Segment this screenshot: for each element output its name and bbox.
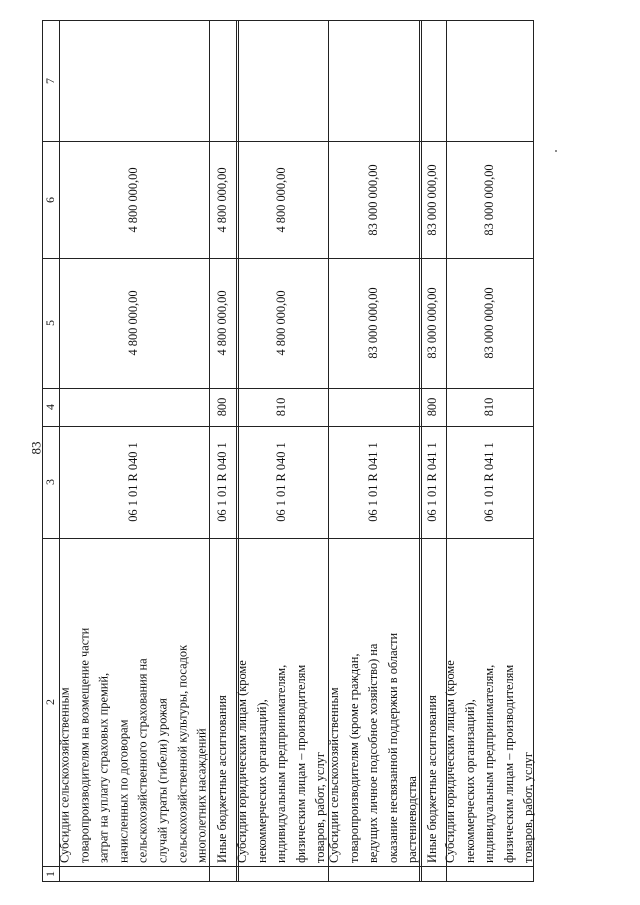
description-line: Субсидии сельскохозяйственным [57, 687, 72, 863]
table-cell [236, 538, 328, 867]
description-line: многолетних насаждений [194, 728, 209, 863]
table-cell [419, 21, 446, 142]
description-line: Иные бюджетные ассигнования [214, 695, 229, 863]
column-5-value: 4 800 000,00 [126, 290, 141, 356]
table-cell [328, 258, 419, 389]
budget-classification-code: 06 1 01 R 041 1 [481, 442, 496, 522]
table-cell [59, 426, 209, 539]
table-cell [59, 258, 209, 389]
column-6-value: 4 800 000,00 [214, 166, 229, 233]
description-line: Субсидии юридическим лицам (кроме [442, 660, 457, 863]
column-number: 2 [43, 699, 58, 705]
description-line: физическим лицам – производителям [293, 664, 308, 863]
table-cell [59, 21, 209, 142]
column-number: 7 [43, 78, 58, 84]
row-description [233, 541, 331, 863]
budget-classification-code: 06 1 01 R 040 1 [214, 442, 229, 522]
header-cell [43, 258, 59, 389]
table-cell [442, 538, 535, 867]
budget-classification-code: 06 1 01 R 041 1 [365, 442, 380, 522]
column-6-value: 83 000 000,00 [481, 163, 496, 236]
kvr-code: 810 [481, 397, 496, 417]
header-cell [43, 866, 59, 881]
table-cell [236, 258, 328, 389]
table-cell [419, 866, 446, 881]
budget-table [42, 20, 534, 882]
table-cell [446, 21, 533, 142]
speck [555, 150, 557, 152]
description-line: ведущих личное подсобное хозяйство) на [365, 643, 380, 863]
description-line: товаропроизводителям (кроме граждан, [346, 653, 361, 863]
table-cell [446, 258, 533, 389]
description-line: товаров, работ, услуг [520, 752, 535, 863]
description-line: случай утраты (гибели) урожая [155, 698, 170, 863]
description-line: Субсидии юридическим лицам (кроме [235, 660, 250, 863]
table-cell [328, 388, 419, 427]
description-line: Субсидии сельскохозяйственным [326, 687, 341, 863]
description-line: товаров, работ, услуг [313, 752, 328, 863]
table-cell [209, 866, 236, 881]
table-row [236, 21, 329, 881]
kvr-code: 800 [214, 397, 229, 417]
table-cell [419, 426, 446, 539]
budget-classification-code: 06 1 01 R 040 1 [274, 442, 289, 522]
table-cell [236, 141, 328, 259]
column-number: 6 [43, 196, 58, 203]
description-line: сельскохозяйственного страхования на [136, 658, 150, 863]
header-cell [43, 21, 59, 142]
table-cell [209, 426, 236, 539]
description-line: Иные бюджетные ассигнования [424, 695, 439, 863]
description-line: физическим лицам – производителям [501, 664, 516, 863]
table-cell [59, 866, 209, 881]
table-cell [446, 426, 533, 539]
table-cell [328, 866, 419, 881]
table-cell [236, 426, 328, 539]
table-cell [419, 141, 446, 259]
column-6-value: 4 800 000,00 [126, 166, 141, 233]
column-5-value: 4 800 000,00 [274, 290, 289, 356]
table-row [328, 21, 422, 881]
description-line: растениеводства [404, 776, 419, 863]
description-line: товаропроизводителям на возмещение части [77, 627, 92, 863]
column-6-value: 4 800 000,00 [274, 166, 289, 233]
table-cell [236, 388, 328, 427]
description-line: начисленных по договорам [116, 719, 131, 863]
column-number: 4 [43, 404, 58, 410]
table-cell [446, 866, 533, 881]
budget-classification-code: 06 1 01 R 040 1 [126, 442, 141, 522]
description-line: некоммерческих организаций), [254, 699, 269, 863]
row-description [213, 541, 233, 863]
column-5-value: 83 000 000,00 [481, 287, 496, 359]
table-cell [236, 21, 328, 142]
column-5-value: 83 000 000,00 [424, 287, 439, 359]
header-cell [43, 141, 59, 259]
row-description [325, 541, 423, 863]
table-cell [328, 141, 419, 259]
description-line: оказание несвязанной поддержки в области [385, 632, 400, 863]
row-description [423, 541, 443, 863]
description-line: индивидуальным предпринимателям, [481, 664, 496, 863]
description-line: затрат на уплату страховых премий, [96, 672, 111, 863]
table-cell [446, 388, 533, 427]
description-line: некоммерческих организаций), [462, 699, 477, 863]
table-cell [446, 141, 533, 259]
page-number: 83 [28, 441, 44, 455]
description-line: индивидуальным предпринимателям, [274, 664, 289, 863]
table-cell [328, 21, 419, 142]
table-row [442, 21, 535, 881]
table-cell [209, 388, 236, 427]
table-cell [209, 21, 236, 142]
budget-classification-code: 06 1 01 R 041 1 [424, 442, 439, 522]
column-6-value: 83 000 000,00 [365, 163, 380, 236]
row-description [56, 541, 213, 863]
kvr-code: 810 [274, 397, 289, 417]
column-5-value: 83 000 000,00 [365, 287, 380, 359]
header-cell [43, 388, 59, 427]
row-description [441, 541, 539, 863]
header-cell [43, 426, 59, 539]
table-cell [59, 538, 209, 867]
table-cell [236, 866, 328, 881]
table-cell [59, 141, 209, 259]
table-row [59, 21, 210, 881]
column-number: 5 [43, 320, 58, 326]
column-5-value: 4 800 000,00 [214, 290, 229, 356]
table-cell [209, 141, 236, 259]
table-cell [59, 388, 209, 427]
table-cell [209, 538, 236, 867]
table-cell [328, 538, 419, 867]
column-6-value: 83 000 000,00 [424, 163, 439, 236]
kvr-code: 800 [424, 397, 439, 417]
table-cell [328, 426, 419, 539]
table-cell [209, 258, 236, 389]
description-line: сельскохозяйственной культуры, посадок [175, 644, 190, 863]
table-cell [419, 388, 446, 427]
column-number: 3 [43, 479, 58, 485]
table-cell [419, 258, 446, 389]
column-number: 1 [43, 870, 58, 877]
